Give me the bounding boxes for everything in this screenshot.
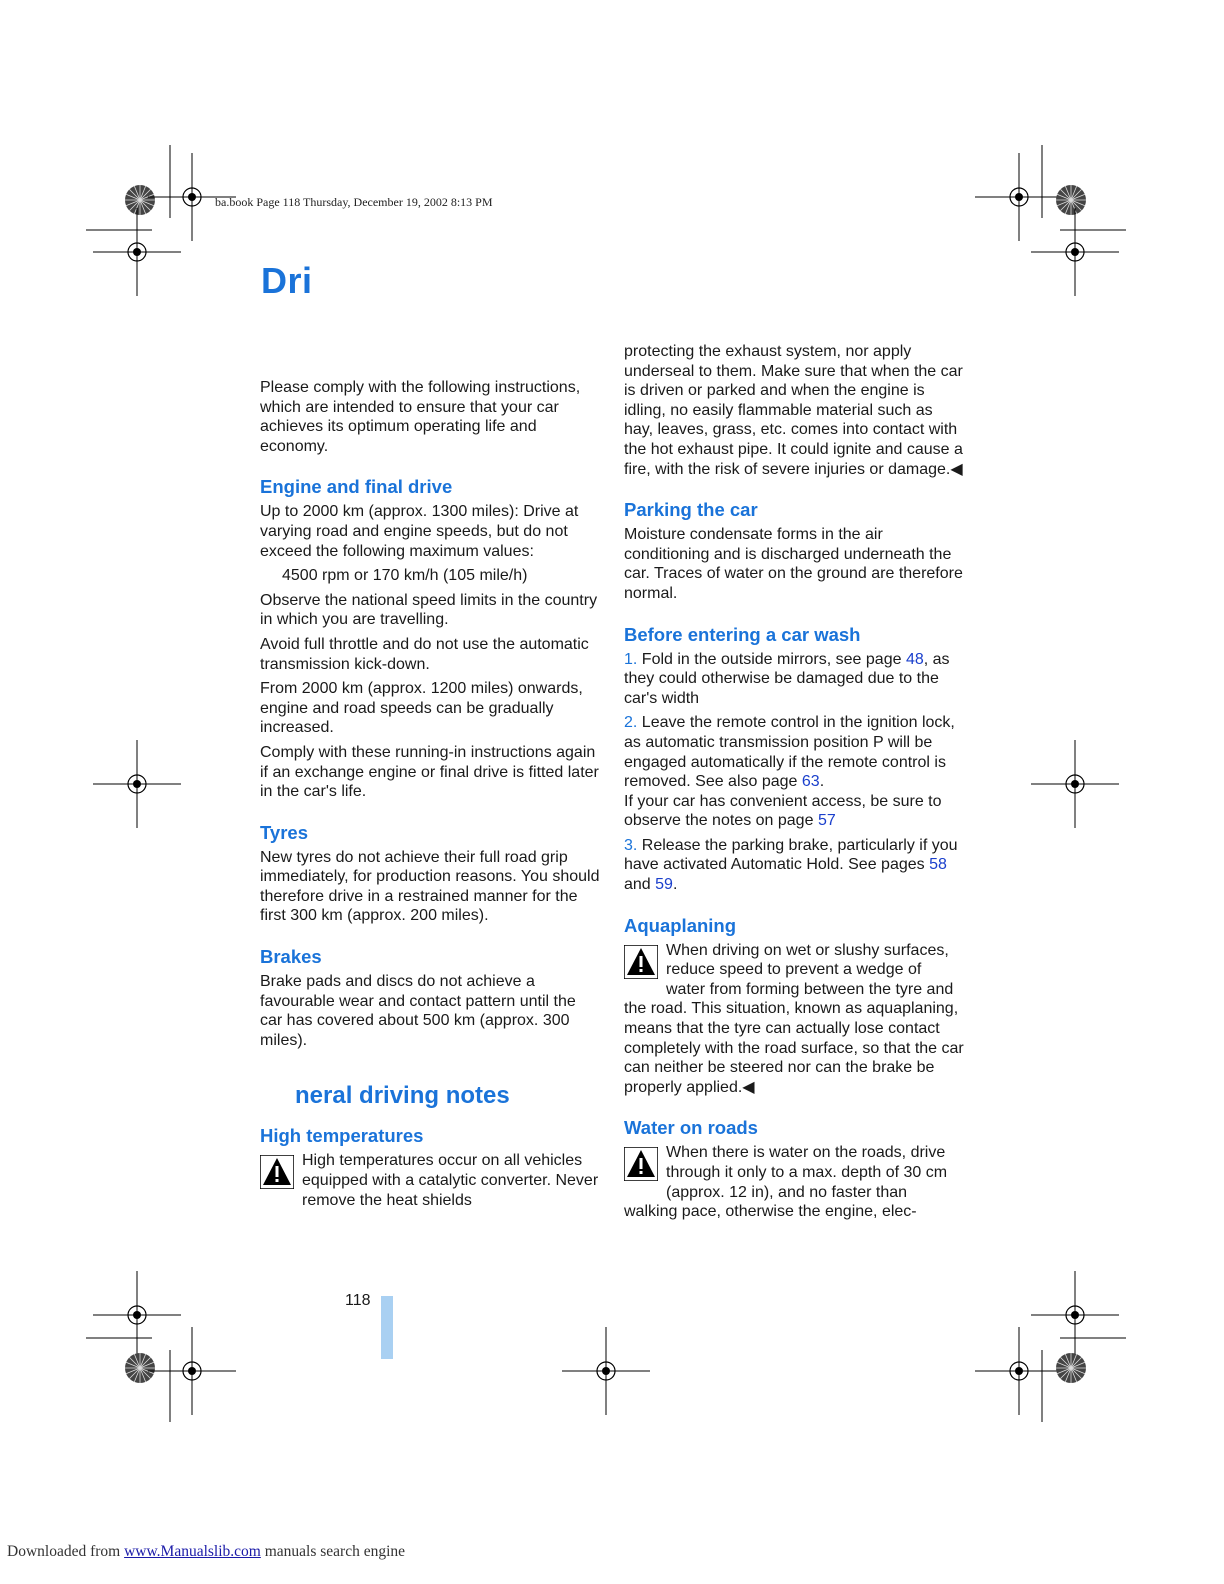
car-wash-item-3 — [624, 836, 964, 895]
engine-text-5: Comply with these running-in instructions again if an exchange engine or final drive is fitted later in the car's life. — [260, 743, 599, 801]
page-number: 118 — [345, 1292, 371, 1309]
print-header: ba.book Page 118 Thursday, December 19, 2002 8:13 PM — [215, 195, 493, 209]
intro-text: Please comply with the following instructions, which are intended to ensure that your car achieves its optimum operating life and economy. — [260, 379, 581, 455]
aquaplaning-text — [624, 941, 964, 1098]
warning-icon — [260, 1155, 294, 1189]
list-number: 2. — [624, 714, 638, 732]
footer-prefix: Downloaded from — [7, 1543, 121, 1560]
parking-text: Moisture condensate forms in the air conditioning and is discharged underneath the car. Traces of water on the ground are therefore normal. — [624, 526, 963, 602]
engine-text-1: Up to 2000 km (approx. 1300 miles): Drive at varying road and engine speeds, but do not exceed the following maximum values: — [260, 503, 579, 560]
general-notes-heading: neral driving notes — [295, 1082, 510, 1110]
footer — [7, 1543, 405, 1561]
chapter-title: Dri — [261, 260, 313, 301]
brakes-text: Brake pads and discs do not achieve a favourable wear and contact pattern until the car has covered about 500 km (approx. 300 miles). — [260, 973, 576, 1049]
engine-text-3: Avoid full throttle and do not use the automatic transmission kick-down. — [260, 635, 589, 673]
page-link-57[interactable]: 57 — [817, 812, 836, 830]
page-link-58[interactable]: 58 — [929, 856, 947, 874]
engine-limits: 4500 rpm or 170 km/h (105 mile/h) — [282, 567, 528, 585]
water-text — [624, 1143, 964, 1221]
list-text-tail: . — [819, 773, 825, 791]
engine-text-4: From 2000 km (approx. 1200 miles) onwards, engine and road speeds can be gradually increased. — [260, 680, 583, 737]
engine-text-2: Observe the national speed limits in the country in which you are travelling. — [260, 591, 598, 629]
high-temp-heading: High temperatures — [260, 1125, 424, 1147]
list-number: 1. — [624, 650, 638, 668]
high-temp-text-body: High temperatures occur on all vehicles equipped with a catalytic converter. Never remove the heat shields — [302, 1152, 599, 1209]
list-extra-text: If your car has convenient access, be sure to observe the notes on page — [624, 792, 942, 830]
list-and: and — [624, 876, 651, 894]
warning-icon — [624, 945, 658, 979]
water-heading: Water on roads — [624, 1117, 758, 1139]
list-text-tail: . — [672, 876, 678, 894]
water-text-body: When there is water on the roads, drive through it only to a max. depth of 30 cm (approx. 12 in), and no faster than walking pace, otherwise the engine, elec- — [624, 1144, 948, 1221]
page-link-48[interactable]: 48 — [905, 650, 924, 668]
car-wash-item-2 — [624, 713, 964, 831]
page-tab-bar — [381, 1296, 393, 1359]
page-link-59[interactable]: 59 — [655, 876, 673, 894]
list-text: Fold in the outside mirrors, see page — [641, 650, 902, 668]
high-temp-continued: protecting the exhaust system, nor apply underseal to them. Make sure that when the car is driven or parked and when the engine is idling, no easily flammable material such as hay, leaves, grass, etc. comes into contact with the hot exhaust pipe. It could ignite and cause a fire, with the risk of severe injuries or damage.◀ — [624, 343, 963, 478]
high-temp-text — [260, 1151, 600, 1210]
tyres-text: New tyres do not achieve their full road grip immediately, for production reasons. You should therefore drive in a restrained manner for the first 300 km (approx. 200 miles). — [260, 848, 600, 925]
warning-icon — [624, 1147, 658, 1181]
list-text-tail: , as they could otherwise be damaged due to the car's width — [624, 650, 950, 707]
list-number: 3. — [624, 836, 638, 854]
list-text: Release the parking brake, particularly if you have activated Automatic Hold. See pages — [624, 836, 958, 874]
aquaplaning-text-body: When driving on wet or slushy surfaces, reduce speed to prevent a wedge of water from forming between the tyre and the road. This situation, known as aquaplaning, means that the tyre can actually lose contact completely with the road surface, so that the car can neither be steered nor can the brake be properly applied.◀ — [624, 941, 964, 1096]
car-wash-heading: Before entering a car wash — [624, 623, 861, 645]
manualslib-link[interactable]: www.Manualslib.com — [124, 1543, 261, 1560]
parking-heading: Parking the car — [624, 499, 758, 521]
page-link-63[interactable]: 63 — [801, 773, 820, 791]
tyres-heading: Tyres — [260, 821, 308, 843]
left-column — [260, 378, 600, 1215]
footer-suffix: manuals search engine — [264, 1543, 406, 1560]
aquaplaning-heading: Aquaplaning — [624, 914, 737, 936]
right-column — [624, 342, 964, 1227]
engine-heading: Engine and final drive — [260, 476, 453, 498]
brakes-heading: Brakes — [260, 946, 322, 968]
list-text: Leave the remote control in the ignition lock, as automatic transmission position P will be engaged automatically if the remote control is removed. See also page — [624, 714, 955, 791]
car-wash-item-1 — [624, 650, 964, 709]
